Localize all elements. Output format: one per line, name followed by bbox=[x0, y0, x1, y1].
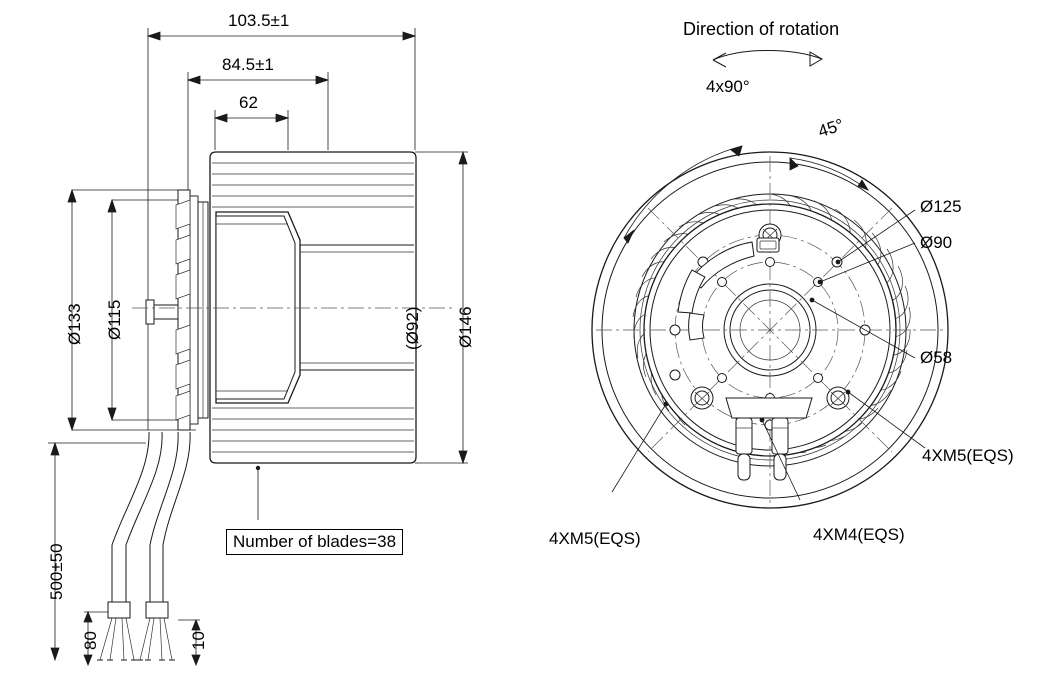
left-housing-body bbox=[210, 152, 416, 463]
label-direction-of-rotation: Direction of rotation bbox=[683, 19, 840, 39]
dim-housing-length: 84.5±1 bbox=[222, 55, 274, 74]
dim-lead-strip-b: 10 bbox=[189, 631, 208, 650]
right-front-view bbox=[592, 50, 948, 508]
dim-outer-diameter: Ø146 bbox=[456, 306, 475, 348]
dim-inlet-diameter: Ø115 bbox=[105, 299, 124, 340]
label-d58: Ø58 bbox=[920, 348, 953, 367]
dim-inlet-depth: 62 bbox=[239, 93, 258, 112]
rotation-arrow bbox=[713, 50, 822, 67]
label-angle-45: 45° bbox=[815, 115, 847, 142]
label-angle-4x90: 4x90° bbox=[706, 77, 750, 96]
label-m5-left: 4XM5(EQS) bbox=[549, 529, 641, 548]
label-m4-center: 4XM4(EQS) bbox=[813, 525, 905, 544]
label-m5-right: 4XM5(EQS) bbox=[922, 446, 1014, 465]
dim-cable-length: 500±50 bbox=[47, 543, 66, 600]
note-blade-count: Number of blades=38 bbox=[226, 529, 403, 555]
dim-bore-diameter: (Ø92) bbox=[403, 306, 422, 350]
dim-overall-length: 103.5±1 bbox=[228, 11, 290, 30]
left-impeller-body bbox=[146, 190, 208, 430]
dim-lead-strip-a: 80 bbox=[81, 631, 100, 650]
dim-impeller-diameter: Ø133 bbox=[65, 303, 84, 345]
label-d90: Ø90 bbox=[920, 233, 953, 252]
cable-leads bbox=[97, 432, 190, 660]
label-d125: Ø125 bbox=[920, 197, 962, 216]
